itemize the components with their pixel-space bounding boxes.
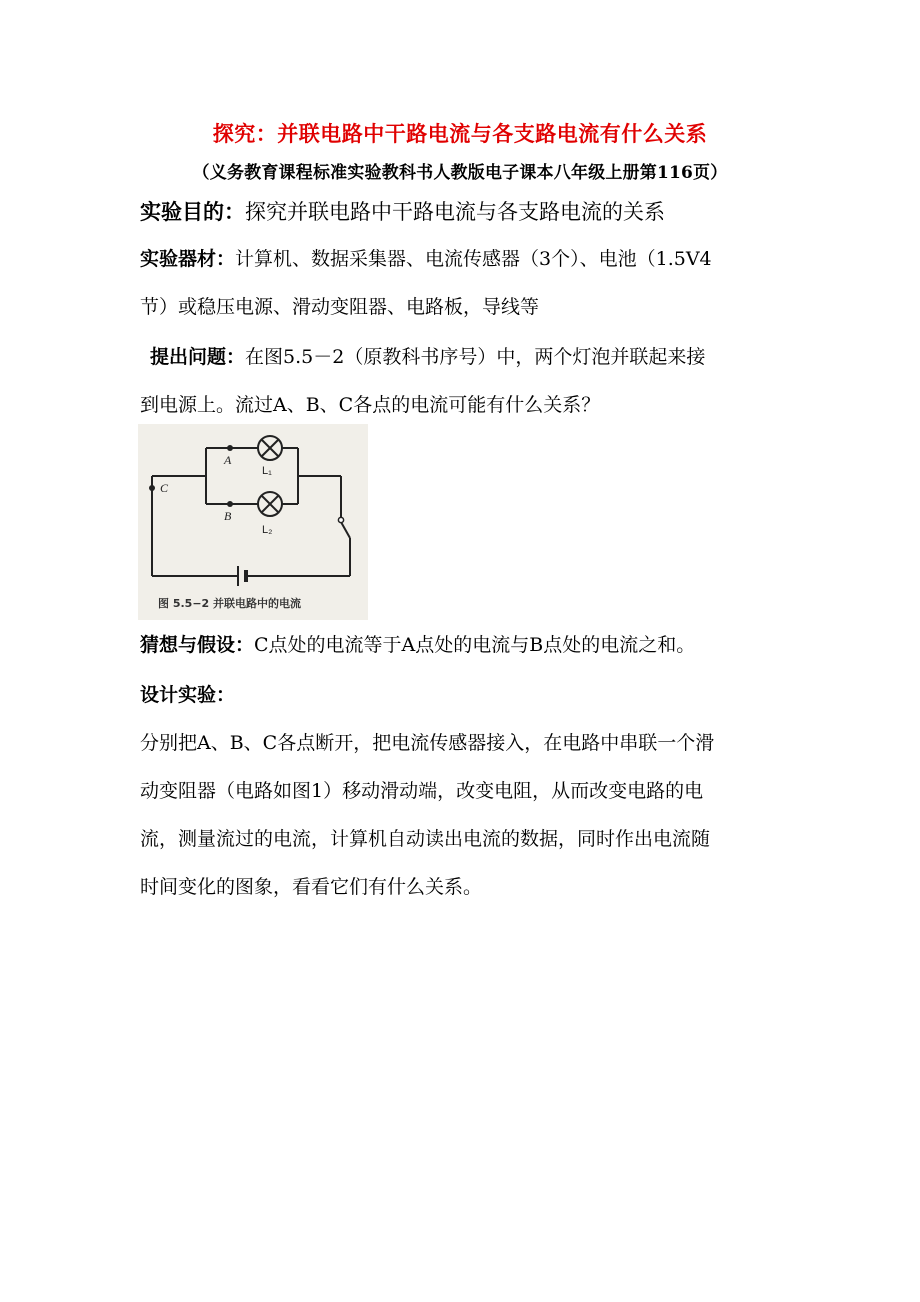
design-line-2: 动变阻器（电路如图1）移动滑动端，改变电阻，从而改变电路的电 [140,780,704,802]
purpose-label: 实验目的： [140,199,245,224]
lamp1-label: L₁ [262,465,272,477]
equipment-line-1 [140,244,790,271]
design-line-4: 时间变化的图象，看看它们有什么关系。 [140,876,483,898]
question-label: 提出问题： [150,346,246,368]
circuit-diagram [138,424,368,620]
design-label: 设计实验： [140,684,236,706]
equipment-text-2: 节）或稳压电源、滑动变阻器、电路板，导线等 [140,296,540,318]
switch-pivot [338,517,343,522]
point-a-dot [227,445,233,451]
document-title: 探究：并联电路中干路电流与各支路电流有什么关系 [212,121,708,146]
equipment-text-1: 计算机、数据采集器、电流传感器（3个）、电池（1.5V4 [235,248,712,270]
switch-blade [341,522,350,538]
equipment-label: 实验器材： [140,248,236,270]
purpose-text: 探究并联电路中干路电流与各支路电流的关系 [245,200,665,224]
point-c-label: C [160,481,169,495]
point-b-dot [227,501,233,507]
question-text-2: 到电源上。流过A、B、C各点的电流可能有什么关系？ [140,394,601,416]
point-b-label: B [224,509,232,523]
lamp2-label: L₂ [262,524,273,536]
figure-caption: 图 5.5−2 并联电路中的电流 [158,597,302,610]
question-line-2 [140,390,790,417]
equipment-line-2 [140,292,790,319]
purpose-line [140,196,790,226]
hypothesis-line [140,630,790,657]
hypothesis-text: C点处的电流等于A点处的电流与B点处的电流之和。 [254,634,696,656]
design-line-1: 分别把A、B、C各点断开，把电流传感器接入，在电路中串联一个滑 [140,732,715,754]
design-heading-line [140,680,790,707]
point-c-dot [149,485,155,491]
design-line-3: 流，测量流过的电流，计算机自动读出电流的数据，同时作出电流随 [140,828,711,850]
point-a-label: A [224,453,232,467]
hypothesis-label: 猜想与假设： [140,634,255,656]
document-subtitle: （义务教育课程标准实验教科书人教版电子课本八年级上册第116页） [192,163,728,183]
question-text-1: 在图5.5－2（原教科书序号）中，两个灯泡并联起来接 [245,346,706,368]
circuit-figure [138,424,368,620]
question-line-1 [150,342,800,369]
